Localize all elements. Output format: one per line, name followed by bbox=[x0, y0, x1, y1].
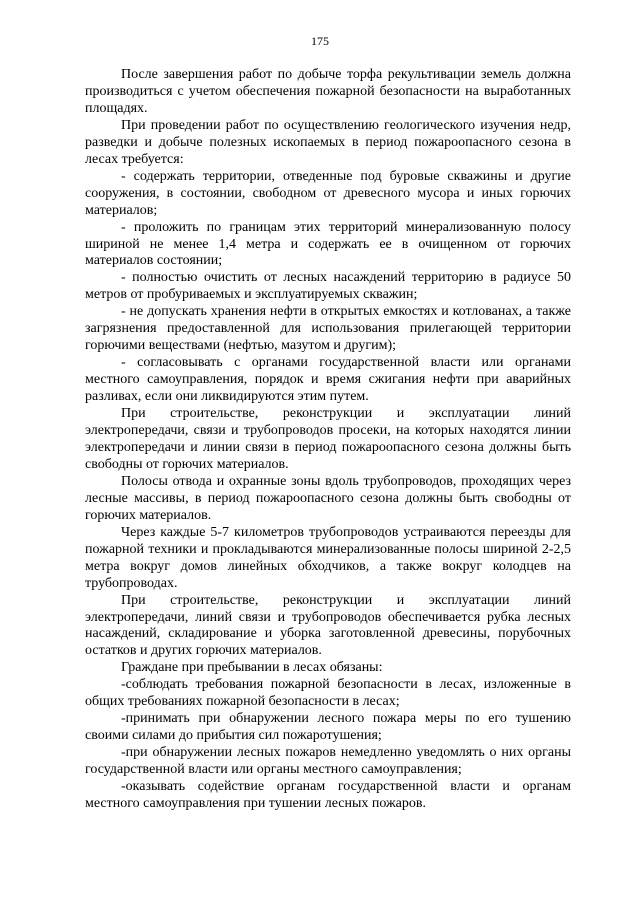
list-item-clear-radius: - полностью очистить от лесных насаждений территорию в радиусе 50 метров от пробуриваемых и эксплуатируемых скважин; bbox=[85, 270, 571, 303]
paragraph-power-lines-clearings: При строительстве, реконструкции и эксплуатации линий электропередачи, связи и трубопроводов просеки, на которых находятся линии электропередачи и линии связи в период пожароопасного сезона должны быть свободны от горючих материалов. bbox=[85, 406, 571, 472]
list-item-notify-authorities: -при обнаружении лесных пожаров немедленно уведомлять о них органы государственной власти или органы местного самоуправления; bbox=[85, 745, 571, 778]
list-item-assist-authorities: -оказывать содействие органам государственной власти и органам местного самоуправления при тушении лесных пожаров. bbox=[85, 779, 571, 811]
paragraph-pipeline-zones: Полосы отвода и охранные зоны вдоль трубопроводов, проходящих через лесные массивы, в период пожароопасного сезона должны быть свободны от горючих материалов. bbox=[85, 473, 571, 523]
list-item-oil-burning-approval: - согласовывать с органами государственной власти или органами местного самоуправления, порядок и время сжигания нефти при аварийных разливах, если они ликвидируются этим путем. bbox=[85, 355, 571, 405]
list-item-oil-storage: - не допускать хранения нефти в открытых емкостях и котлованах, а также загрязнения предоставленной для использования прилегающей территории горючими веществами (нефтью, мазутом и другим); bbox=[85, 304, 571, 354]
list-item-extinguish-fire: -принимать при обнаружении лесного пожара меры по его тушению своими силами до прибытия сил пожаротушения; bbox=[85, 711, 571, 744]
list-item-mineralized-strip: - проложить по границам этих территорий минерализованную полосу шириной не менее 1,4 метра и содержать ее в очищенном от горючих материалов состоянии; bbox=[85, 219, 571, 269]
paragraph-construction-clearing: При строительстве, реконструкции и эксплуатации линий электропередачи, линий связи и трубопроводов обеспечивается рубка лесных насаждений, складирование и уборка заготовленной древесины, порубочных остатков и других горючих материалов. bbox=[85, 592, 571, 659]
list-item-observe-requirements: -соблюдать требования пожарной безопасности в лесах, изложенные в общих требованиях пожарной безопасности в лесах; bbox=[85, 677, 571, 710]
page-number: 175 bbox=[311, 34, 329, 48]
paragraph-pipeline-crossings: Через каждые 5-7 километров трубопроводов устраиваются переезды для пожарной техники и прокладываются минерализованные полосы шириной 2-2,5 метра вокруг домов линейных обходчиков, а также вокруг колодцев на трубопроводах. bbox=[85, 524, 571, 591]
paragraph-geological-works-intro: При проведении работ по осуществлению геологического изучения недр, разведки и добыче полезных ископаемых в период пожароопасного сезона в лесах требуется: bbox=[85, 117, 571, 167]
list-item-drilling-territories: - содержать территории, отведенные под буровые скважины и другие сооружения, в состоянии, свободном от древесного мусора и иных горючих материалов; bbox=[85, 168, 571, 218]
paragraph-citizens-obligations: Граждане при пребывании в лесах обязаны: bbox=[121, 660, 383, 676]
paragraph-peat-reclamation: После завершения работ по добыче торфа рекультивации земель должна производиться с учетом обеспечения пожарной безопасности на выработанных площадях. bbox=[85, 67, 571, 116]
document-body bbox=[85, 67, 571, 813]
